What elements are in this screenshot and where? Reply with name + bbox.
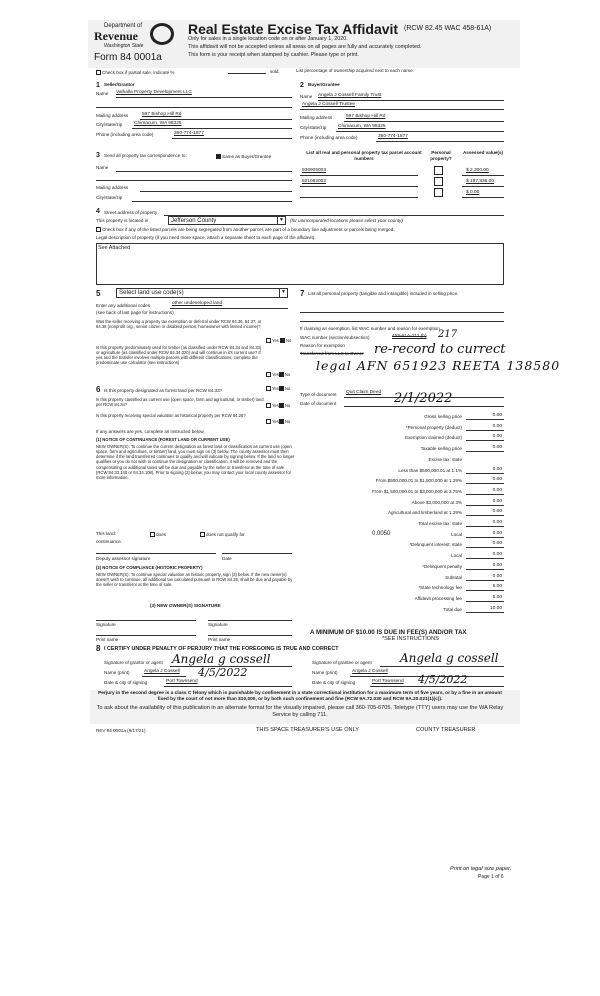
historic-yes-checkbox[interactable]: [266, 419, 271, 424]
deputy-date-label: Date: [222, 556, 232, 561]
correspondence-city-label: City/state/zip: [96, 195, 123, 200]
tax-row-label: Exemption claimed (deduct): [405, 435, 462, 441]
does-checkbox[interactable]: [150, 532, 155, 537]
tax-row-value[interactable]: 0.00: [492, 530, 502, 536]
seller-phone-line: [172, 138, 292, 139]
does-not-option: [200, 532, 245, 538]
exemption-no-checkbox[interactable]: [280, 338, 285, 343]
legal-paper-note: Print on legal size paper.: [450, 866, 512, 872]
timber-no-label: No: [284, 372, 291, 377]
document-type-label: Type of document: [300, 392, 337, 397]
exemption-no-label: No: [286, 338, 292, 343]
forest-question: Is this property designated as forest land per RCW 84.33?: [104, 388, 223, 393]
accessibility-notice: To ask about the availability of this publication in an alternate format for the visually impaired, please call 360-705-6705. Teletype (TTY) users may use the WA Relay Service by calling 711.: [96, 705, 504, 718]
personal-property-header: Personal property?: [430, 150, 452, 161]
grantor-signature[interactable]: Angela g cossell: [172, 652, 271, 666]
tax-row-value[interactable]: 0.00: [492, 477, 502, 483]
tax-row-value[interactable]: 0.00: [492, 434, 502, 440]
tax-row-line: [466, 601, 504, 602]
assessed-line-2: [462, 186, 504, 187]
new-owner-signature-line-1[interactable]: [96, 620, 196, 621]
county-value: Jefferson County: [171, 218, 217, 224]
assessed-value-3[interactable]: $ 0.00: [466, 190, 480, 195]
buyer-mail-value[interactable]: 597 Bishop Hill Rd: [346, 114, 386, 119]
buyer-name-line-2: [300, 109, 504, 110]
print-name-line-1[interactable]: [96, 635, 196, 636]
tax-row-line: [466, 419, 504, 420]
reason-handwritten: re-record to currect: [374, 342, 506, 357]
header-note-3: This form is your receipt when stamped by cashier. Please type or print.: [188, 52, 359, 58]
certify-heading: I CERTIFY UNDER PENALTY OF PERJURY THAT THE FOREGOING IS TRUE AND CORRECT: [104, 646, 339, 652]
parcel-header: List all real and personal property tax parcel account numbers: [306, 150, 422, 161]
seller-name-label: Name: [96, 91, 109, 96]
reason-struck[interactable]: Transferred from LLC to Owner: [300, 351, 364, 356]
historic-yes-label: Yes: [272, 419, 279, 424]
continuance-word: continuance.: [96, 539, 123, 544]
buyer-mail-line: [344, 121, 504, 122]
deputy-date-line[interactable]: [222, 553, 292, 554]
treasurer-use-only: THIS SPACE TREASURER'S USE ONLY: [256, 727, 360, 733]
tax-row-label: From $500,000.01 to $1,500,000 at 1.28%: [375, 478, 462, 484]
current-use-yes-label: Yes: [272, 403, 279, 408]
seller-heading: Seller/Grantor: [104, 82, 135, 87]
tax-row-label: Total excise tax: state: [418, 521, 462, 526]
grantee-date-handwritten[interactable]: 4/5/2022: [418, 673, 468, 686]
seller-name-value[interactable]: Valhalla Property Development LLC: [116, 90, 192, 95]
revenue-logo-icon: [150, 23, 174, 45]
partial-sale-row: [96, 70, 175, 76]
correspondence-same-row: [216, 154, 271, 160]
tax-row-line: [466, 515, 504, 516]
correspondence-mail-label: Mailing address: [96, 185, 129, 190]
grantor-date-city-line: [164, 686, 292, 687]
buyer-phone-line: [376, 141, 504, 142]
reason-label: Reason for exemption: [300, 343, 345, 348]
tax-row-value[interactable]: 0.00: [492, 562, 502, 568]
grantor-date-handwritten[interactable]: 4/5/2022: [198, 666, 248, 679]
perjury-notice-text: Perjury in the second degree is a class C felony which is punishable by confinement in a state correctional institution for a maximum term of five years, or by a fine in an amount fixed by the court of not more than $10,000, or by both such confinement and fine (RCW 9A.72.030 and RCW 9A.20.021(1)(c)).: [98, 691, 502, 702]
forest-yes-no: [266, 386, 290, 391]
assessed-value-2[interactable]: $ 197,836.00: [466, 179, 495, 184]
land-use-select-label: Select land use code(s): [119, 289, 184, 296]
tax-row-value[interactable]: 0.00: [492, 498, 502, 504]
tax-row-value[interactable]: 5.00: [492, 584, 502, 590]
continuance-heading: (1) NOTICE OF CONTINUANCE (FOREST LAND OR CURRENT USE): [96, 437, 230, 442]
seller-city-value[interactable]: Chimacum, WA 98325: [134, 121, 182, 126]
historic-yes-no: [266, 419, 290, 424]
timber-yes-checkbox[interactable]: [266, 372, 271, 377]
tax-row-line: [466, 483, 504, 484]
deputy-signature-line[interactable]: [96, 553, 216, 554]
legal-afn-handwritten: legal AFN 651923 REETA 138580: [316, 358, 561, 373]
additional-codes-line: [170, 308, 288, 309]
does-not-checkbox[interactable]: [200, 532, 205, 537]
partial-sale-checkbox[interactable]: [96, 70, 101, 75]
page-number: Page 1 of 6: [478, 874, 504, 880]
land-use-select[interactable]: [116, 288, 288, 298]
legal-description-value[interactable]: See Attached: [98, 245, 131, 251]
current-use-yes-no: [266, 403, 290, 408]
seller-phone-label: Phone (including area code): [96, 132, 154, 137]
personal-property-label: List all personal property (tangible and intangible) included in selling price.: [308, 291, 459, 296]
personal-property-line-2[interactable]: [300, 321, 504, 322]
parcel-number-1[interactable]: 936905003: [302, 168, 327, 173]
tax-row-line: [466, 558, 504, 559]
document-date-handwritten[interactable]: 2/1/2022: [394, 391, 453, 406]
buyer-mail-label: Mailing address: [300, 115, 333, 120]
tax-row-value[interactable]: 0.00: [492, 520, 502, 525]
tax-row-label: Local: [451, 531, 462, 537]
tax-row-line: [466, 547, 504, 548]
print-name-label-1: Print name: [96, 637, 119, 642]
grantee-signature-line: [380, 666, 504, 667]
buyer-name-line: [318, 100, 504, 101]
wac-intro: If claiming an exemption, list WAC number and reason for exemption.: [300, 326, 442, 331]
segregation-note: Check box if any of the listed parcels are being segregated from another parcel, are part of a boundary line adjustment or parcels being merged.: [102, 227, 395, 232]
same-as-buyer-label: Same as Buyer/Grantee: [222, 154, 272, 159]
does-not-label: does not qualify for: [206, 532, 245, 537]
tax-row-value[interactable]: 0.00: [492, 423, 502, 429]
assessed-value-1[interactable]: $ 2,300.00: [466, 168, 489, 173]
grantor-city-value[interactable]: Port Townsend: [166, 679, 198, 684]
tax-row-label: *Personal property (deduct): [405, 424, 462, 430]
dept-state: Washington State: [104, 43, 144, 49]
grantee-name-value[interactable]: Angela J Cossell: [352, 669, 388, 674]
form-number: Form 84 0001a: [94, 52, 162, 63]
parcel-line-3[interactable]: [300, 197, 418, 198]
dept-name: Revenue: [94, 29, 138, 43]
partial-sale-label: Check box if partial sale, indicate %: [102, 70, 175, 75]
buyer-name-value-2[interactable]: Angela J Cossell Trustee: [302, 102, 356, 107]
current-use-question: Is this property classified as current use (open space, farm and agricultural, or timber) land per RCW 84.34?: [96, 397, 264, 408]
legal-description-label: Legal description of property (if you need more space, attach a separate sheet to each page of the affidavit).: [96, 235, 316, 240]
wac-value[interactable]: 458-61A-211 (b): [392, 334, 427, 339]
tax-row-label: From $1,500,000.01 to $3,000,000 at 2.75%: [371, 488, 462, 494]
tax-row-label: *Delinquent penalty: [422, 563, 462, 569]
chevron-down-icon: ▼: [279, 289, 287, 297]
see-back-note: (see back of last page for instructions): [96, 310, 174, 315]
timber-no-checkbox[interactable]: [279, 372, 284, 377]
grantor-signature-label: Signature of grantor or agent: [104, 660, 163, 665]
tax-row-label: Above $3,000,000 at 3%: [411, 499, 462, 505]
parcel-line-2: [300, 186, 418, 187]
tax-row-value[interactable]: 0.00: [492, 466, 502, 472]
segregation-row: [96, 227, 395, 233]
tax-row-label: Agricultural and timberland at 1.28%: [387, 510, 462, 516]
list-percentage-note: List percentage of ownership acquired next to each name.: [296, 68, 414, 73]
tax-row-value[interactable]: 0.00: [492, 573, 502, 579]
tax-row-line: [466, 590, 504, 591]
header-note-1: Only for sales in a single location code on or after January 1, 2020.: [188, 36, 348, 42]
perjury-notice: [96, 691, 504, 703]
historic-no-label: No: [284, 419, 291, 424]
county-label: This property is located in: [96, 218, 149, 223]
correspondence-name-label: Name: [96, 165, 109, 170]
grantee-signature-label: Signature of grantee or agent: [312, 660, 372, 665]
seller-mail-label: Mailing address: [96, 113, 129, 118]
tax-row-value[interactable]: 10.00: [489, 605, 502, 611]
seller-city-label: City/state/zip: [96, 122, 123, 127]
print-name-label-2: Print name: [208, 637, 231, 642]
assessed-line-1: [462, 175, 504, 176]
exemption-yes-no: [266, 338, 291, 343]
seller-phone-value[interactable]: 360-774-1877: [174, 131, 204, 136]
buyer-phone-label: Phone (including area code): [300, 135, 358, 140]
tax-row-line: [466, 505, 504, 506]
grantor-name-line: [142, 676, 186, 677]
assessed-value-header: Assessed value(s): [462, 150, 504, 155]
buyer-city-value[interactable]: Chimacum, WA 98325: [338, 124, 386, 129]
wac-handwritten: 217: [438, 329, 458, 340]
does-label: does: [156, 532, 166, 537]
correspondence-label: Send all property tax correspondence to:: [104, 153, 187, 158]
forest-yes-label: Yes: [272, 386, 279, 391]
parcel-number-2[interactable]: 821082002: [302, 179, 327, 184]
minimum-due-notice: A MINIMUM OF $10.00 IS DUE IN FEE(S) AND/OR TAX: [310, 629, 467, 636]
personal-property-checkbox-3[interactable]: [434, 188, 443, 197]
document-date-label: Date of document: [300, 401, 337, 406]
tax-row-value[interactable]: 0.00: [492, 413, 502, 418]
correspondence-city-line[interactable]: [132, 201, 292, 202]
correspondence-name-line-2[interactable]: [96, 180, 292, 181]
document-date-line: [344, 406, 504, 407]
grantor-name-label: Name (print): [104, 670, 130, 675]
buyer-section-number: 2: [300, 82, 304, 89]
additional-codes-value[interactable]: other undeveloped land: [172, 301, 223, 306]
grantor-date-city-label: Date & city of signing: [104, 680, 148, 685]
tax-row-value[interactable]: 0.00: [492, 509, 502, 515]
personal-property-checkbox-1[interactable]: [434, 166, 443, 175]
sec7-number: 7: [300, 289, 305, 298]
exemption-yes-checkbox[interactable]: [266, 338, 271, 343]
buyer-city-line: [336, 131, 504, 132]
tax-row-label: Gross selling price: [424, 414, 462, 419]
assessed-line-3: [462, 197, 504, 198]
timber-yes-label: Yes: [272, 372, 279, 377]
correspondence-name-line[interactable]: [116, 171, 292, 172]
correspondence-section-number: 3: [96, 152, 100, 159]
tax-row-label: Affidavit processing fee: [414, 595, 462, 601]
grantee-city-value[interactable]: Port Townsend: [372, 679, 404, 684]
timber-question: Is this property predominately used for timber (as classified under RCW 84.34 and 84.33) or agriculture (as classified under RCW 84.34.020) and will continue in it's current use? If yes and the transfer involves multiple parcels with different classifications, complete the predominate use calculator (see instructions): [96, 345, 262, 366]
historic-question: Is this property receiving special valuation as historical property per RCW 84.26?: [96, 413, 246, 418]
seller-name-line: [116, 97, 292, 98]
personal-property-line-1[interactable]: [300, 312, 504, 313]
buyer-phone-value[interactable]: 360-774-1877: [378, 134, 408, 139]
timber-yes-no: [266, 372, 290, 377]
partial-sold-label: sold.: [270, 69, 280, 74]
buyer-name-value[interactable]: Angela J Cossell Family Trust: [318, 93, 382, 98]
forest-no-label: No: [284, 386, 291, 391]
tax-row-value[interactable]: 0.00: [492, 445, 502, 451]
partial-percent-field[interactable]: [228, 73, 266, 74]
tax-row-value[interactable]: 5.00: [492, 594, 502, 600]
wac-label: WAC number (section/subsection): [300, 335, 370, 340]
tax-row-label: Taxable selling price: [420, 446, 462, 452]
grantor-name-value[interactable]: Angela J Cossell: [144, 669, 180, 674]
tax-row-label: Local: [451, 553, 462, 559]
tax-row-line: [466, 430, 504, 431]
does-option: [150, 532, 166, 538]
tax-row-line: [466, 494, 504, 495]
current-use-no-checkbox[interactable]: [279, 403, 284, 408]
continuance-text: NEW OWNER(S): To continue the current designation as forest land or classification as current use (open space, farm and agriculture, or timber) land, you must sign on (3) below. The county assessor must then determine if the land transferred continues to qualify and will indicate by signing below. If the land no longer qualifies or you do not wish to continue the designation or classification, it will be removed and the compensating or additional taxes will be due and payable by the seller or transferor at the time of sale (RCW 84.33.140 or 84.34.108). Prior to signing (3) below, you may contact your local county assessor for more information.: [96, 444, 295, 480]
tax-row-value[interactable]: 0.00: [492, 487, 502, 493]
tax-row-line: [466, 473, 504, 474]
county-treasurer: COUNTY TREASURER: [416, 727, 476, 733]
signature-label-2: Signature: [208, 622, 228, 627]
personal-property-checkbox-2[interactable]: [434, 177, 443, 186]
tax-row-line: [466, 526, 504, 527]
land-use-section-number: 5: [96, 289, 101, 298]
forest-no-checkbox[interactable]: [279, 386, 284, 391]
buyer-heading: Buyer/Grantee: [308, 82, 340, 87]
local-tax-rate: 0.0050: [372, 530, 391, 537]
exemption-question: Was the seller receiving a property tax exemption or deferral under RCW 84.36, 84.37, or 84.38 (nonprofit org., senior citizen or disabled person, homeowner with limited income)?: [96, 319, 262, 330]
tax-row-line: [466, 569, 504, 570]
compliance-text: NEW OWNER(S): To continue special valuation as historic property, sign (3) below. If the new owner(s) doesn't wish to continue, all additional tax calculated pursuant to RCW 84.26, shall be due and payable by the seller or transferor at the time of sale.: [96, 572, 293, 588]
location-section-number: 4: [96, 208, 100, 215]
historic-no-checkbox[interactable]: [279, 419, 284, 424]
tax-row-label: Less than $500,000.01 at 1.1%: [398, 467, 462, 473]
county-note: (for unincorporated locations please select your county): [290, 218, 403, 223]
this-land-label: This land:: [96, 531, 116, 536]
exemption-yes-label: Yes: [272, 338, 279, 343]
deputy-signature-label: Deputy assessor signature: [96, 556, 151, 561]
new-owner-signature-line-2[interactable]: [208, 620, 292, 621]
signature-label-1: Signature: [96, 622, 116, 627]
forest-yes-checkbox[interactable]: [266, 386, 271, 391]
header-note-2: This affidavit will not be accepted unless all areas on all pages are fully and accurately completed.: [188, 44, 422, 50]
grantee-date-city-label: Date & city of signing: [312, 680, 356, 685]
seller-section-number: 1: [96, 82, 100, 89]
segregation-checkbox[interactable]: [96, 227, 101, 232]
tax-row-label: Excise tax: state: [428, 456, 462, 462]
grantee-signature[interactable]: Angela g cossell: [400, 651, 499, 665]
document-type-value[interactable]: Quit Claim Deed: [346, 390, 382, 395]
dept-line1: Department of: [104, 23, 143, 29]
current-use-yes-checkbox[interactable]: [266, 403, 271, 408]
buyer-city-label: City/state/zip: [300, 125, 327, 130]
tax-row-label: *Delinquent interest: state: [409, 542, 462, 548]
form-title: Real Estate Excise Tax Affidavit: [188, 21, 399, 37]
grantee-name-label: Name (print): [312, 670, 338, 675]
chevron-down-icon: ▼: [277, 217, 285, 224]
tax-row-value[interactable]: 0.00: [492, 552, 502, 558]
seller-city-line: [132, 128, 292, 129]
compliance-heading: (2) NOTICE OF COMPLIANCE (HISTORIC PROPERTY): [96, 565, 203, 570]
form-citation: (RCW 82.45 WAC 458-61A): [404, 25, 492, 32]
seller-name-line-2: [96, 107, 292, 108]
seller-mail-value[interactable]: 597 Bishop Hill Rd: [142, 112, 182, 117]
tax-row-line: [466, 440, 504, 441]
certify-section-number: 8: [96, 644, 101, 653]
tax-row-line: [466, 580, 504, 581]
revision-number: REV 84 0001a (9/17/21): [96, 728, 146, 733]
tax-row-value[interactable]: 0.00: [492, 541, 502, 547]
see-instructions: *SEE INSTRUCTIONS: [382, 636, 439, 642]
sec6-number: 6: [96, 385, 101, 394]
print-name-line-2[interactable]: [208, 635, 292, 636]
current-use-no-label: No: [284, 403, 291, 408]
new-owner-signature-heading: (3) NEW OWNER(S) SIGNATURE: [150, 603, 221, 608]
buyer-name-label: Name: [300, 94, 313, 99]
grantee-date-city-line: [370, 686, 504, 687]
legal-description-box[interactable]: [96, 243, 504, 285]
tax-row-line: [466, 537, 504, 538]
tax-row-label: Subtotal: [445, 574, 462, 580]
tax-row-label: *State technology fee: [418, 585, 462, 591]
tax-row-label: Total due: [443, 606, 462, 612]
correspondence-mail-line[interactable]: [140, 191, 292, 192]
tax-row-line: [466, 451, 504, 452]
street-address-label: Street address of property: [104, 210, 158, 215]
tax-row-line: [466, 612, 504, 613]
county-select[interactable]: [168, 216, 286, 225]
parcel-line-1: [300, 175, 418, 176]
additional-codes-label: Enter any additional codes: [96, 303, 151, 308]
answers-note: If any answers are yes, complete as instructed below.: [96, 429, 205, 434]
same-as-buyer-checkbox[interactable]: [216, 154, 221, 159]
seller-mail-line: [140, 119, 292, 120]
